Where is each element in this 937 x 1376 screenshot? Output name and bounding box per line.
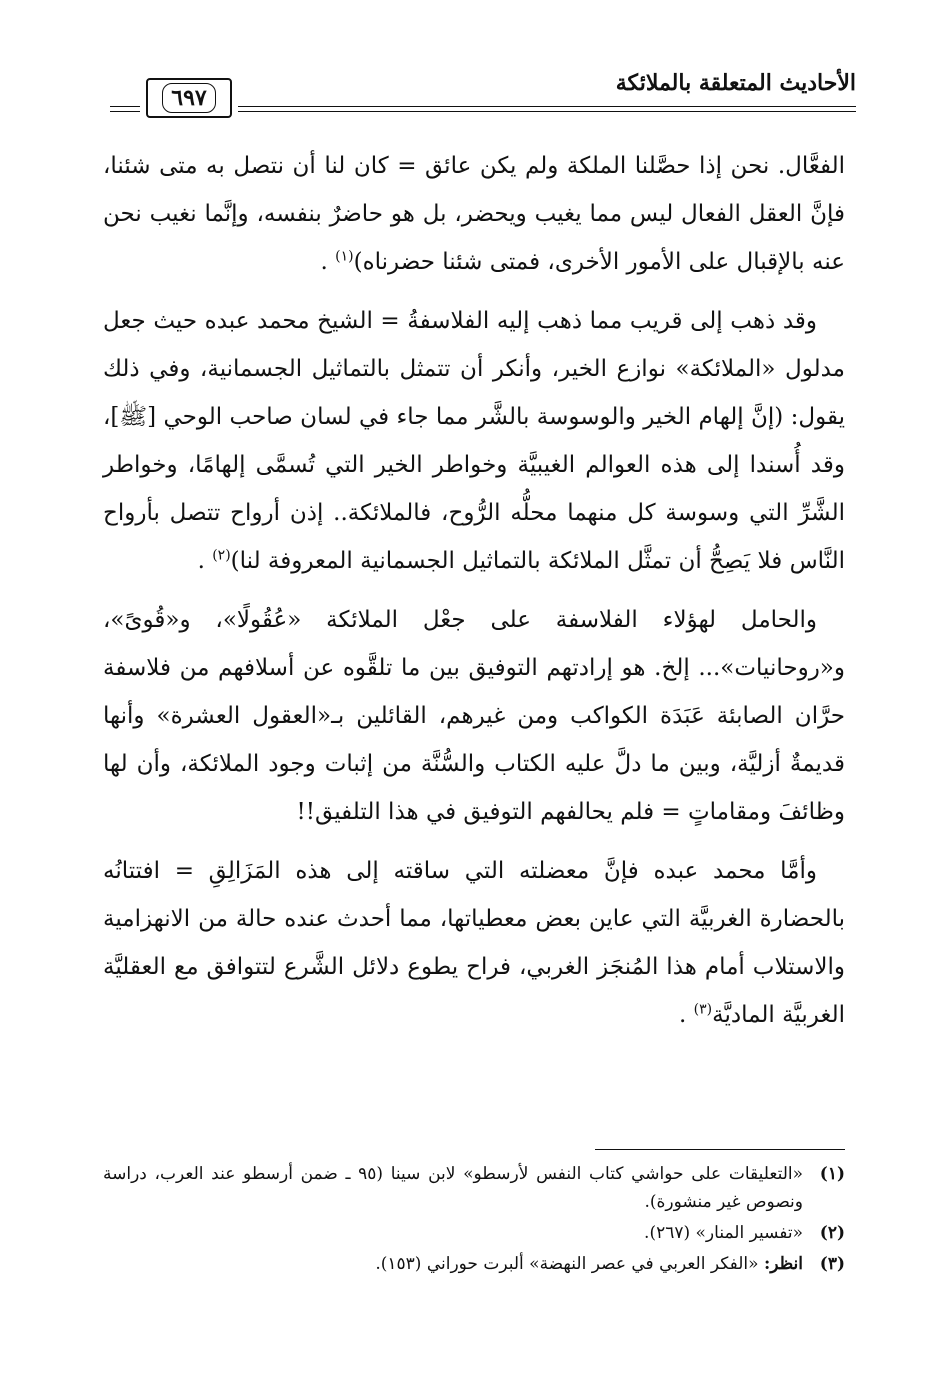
page-number: ٦٩٧ [162,83,215,113]
paragraph-ending: . [197,548,213,574]
paragraph [103,596,845,836]
footnote-marker: (٣) [693,1001,713,1018]
paragraph-ending: . [320,249,336,275]
paragraph-ending: . [679,1002,694,1028]
paragraph-text: وأمَّا محمد عبده فإنَّ معضلته التي ساقته إلى هذه المَزَالِقِ = افتتانُه بالحضارة الغربيَّة التي عاين بعض معطياتها، مما أحدث عنده حالة من الانهزامية والاستلاب أمام هذا المُنجَز الغربي، فراح يطوع دلائل الشَّرع لتتوافق مع العقليَّة الغربيَّة الماديَّة [103,858,845,1028]
footnote-item [103,1160,845,1216]
running-header [110,68,856,126]
header-double-rule-short [110,106,140,112]
footnote-item [103,1250,845,1278]
paragraph-text: وقد ذهب إلى قريب مما ذهب إليه الفلاسفةُ = الشيخ محمد عبده حيث جعل مدلول «الملائكة» نوازع الخير، وأنكر أن تتمثل بالتماثيل الجسمانية، وفي ذلك يقول: (إنَّ إلهام الخير والوسوسة بالشَّر مما جاء في لسان صاحب الوحي [ﷺ]، وقد أُسندا إلى هذه العوالم الغيبيَّة وخواطر الخير التي تُسمَّى إلهامًا، وخواطر الشَّرِّ التي وسوسة كل منهما محلُّه الرُّوح، فالملائكة.. إذن أرواح تتصل بأرواح النَّاس فلا يَصِحُّ أن تمثَّل الملائكة بالتماثيل الجسمانية المعروفة لنا) [103,308,845,574]
footnote-text [103,1250,803,1278]
paragraph [103,142,845,286]
footnote-number: (٣) [819,1254,845,1274]
footnote-item [103,1219,845,1247]
footnote-reference: «الفكر العربي في عصر النهضة» ألبرت حوراني (١٥٣). [375,1254,759,1274]
chapter-title: الأحاديث المتعلقة بالملائكة [615,70,856,96]
footnote-marker: (٢) [212,547,231,564]
footnote-text: «تفسير المنار» (٢٦٧). [644,1223,803,1243]
paragraph-text: الفعَّال. نحن إذا حصَّلنا الملكة ولم يكن عائق = كان لنا أن نتصل به متى شئنا، فإنَّ العقل الفعال ليس مما يغيب ويحضر، بل هو حاضرٌ بنفسه، وإنَّما نغيب نحن عنه بالإقبال على الأمور الأخرى، فمتى شئنا حضرناه) [103,153,845,275]
page-number-frame [146,78,232,118]
paragraph-text: والحامل لهؤلاء الفلاسفة على جعْل الملائكة «عُقُولًا»، و«قُوىً»، و«روحانيات»... إلخ. هو إرادتهم التوفيق بين ما تلقَّوه عن أسلافهم من فلاسفة حرَّان الصابئة عَبَدَة الكواكب ومن غيرهم، القائلين بـ«العقول العشرة» وأنها قديمةٌ أزليَّة، وبين ما دلَّ عليه الكتاب والسُّنَّة من إثبات وجود الملائكة، وأن لها وظائفَ ومقاماتٍ = فلم يحالفهم التوفيق في هذا التلفيق!! [103,607,845,825]
header-double-rule [238,106,856,112]
footnote-number: (٢) [819,1223,845,1243]
footnote-text: «التعليقات على حواشي كتاب النفس لأرسطو» لابن سينا (٩٥ ـ ضمن أرسطو عند العرب، دراسة ونصوص غير منشورة). [103,1164,804,1212]
paragraph [103,847,845,1039]
footnote-marker: (١) [335,248,354,265]
paragraph [103,297,845,585]
footnotes [103,1160,845,1281]
footnote-see-label: انظر: [763,1254,803,1274]
main-text [103,142,845,1050]
footnote-separator [595,1149,845,1150]
footnote-number: (١) [819,1164,845,1184]
